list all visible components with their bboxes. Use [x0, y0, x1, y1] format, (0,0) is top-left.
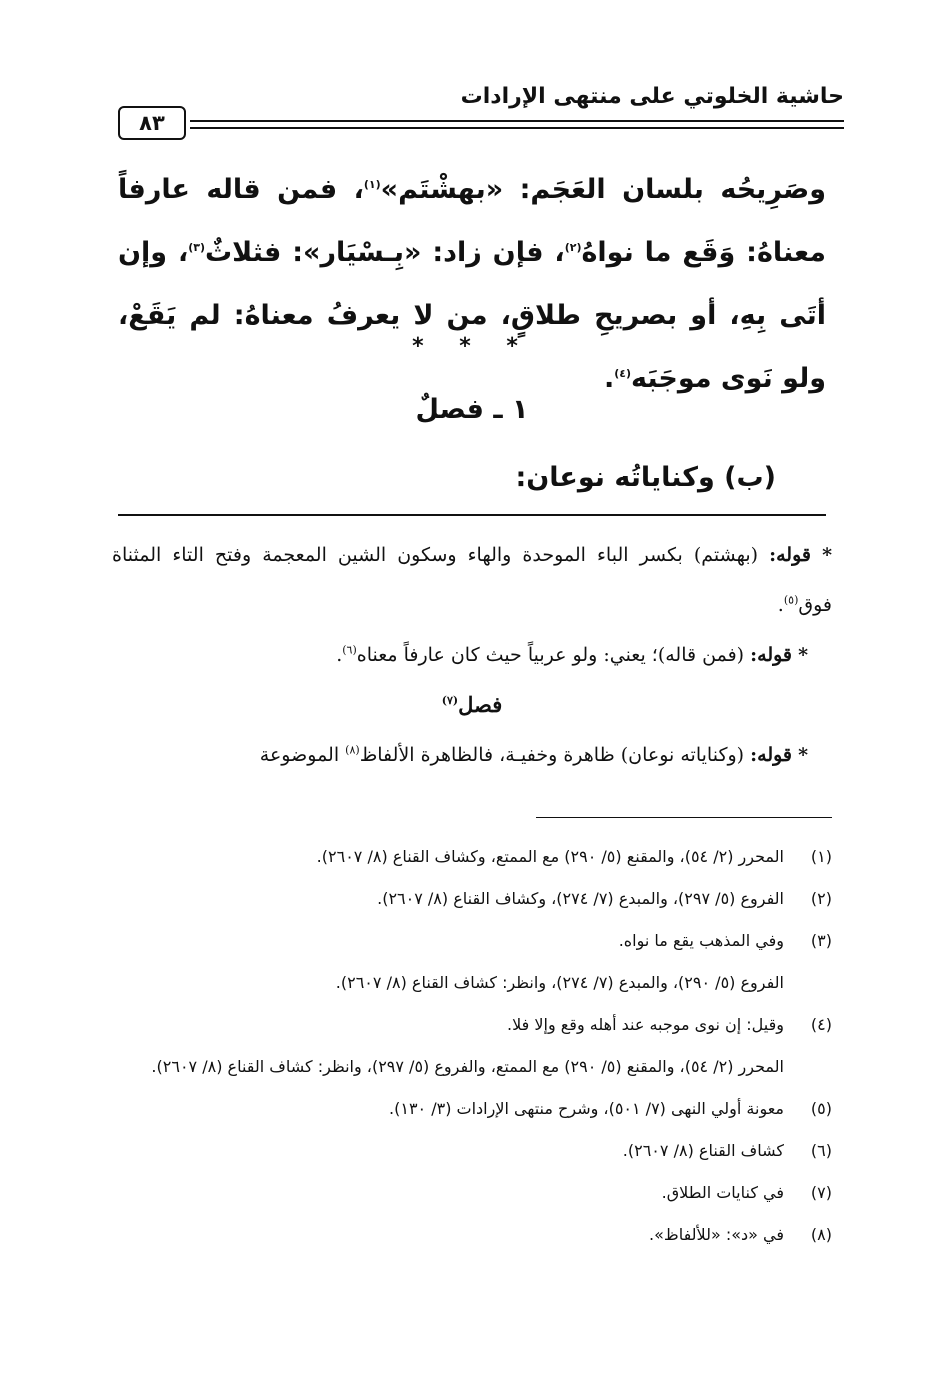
footnote	[112, 1004, 832, 1088]
footnote-number: (٧)	[810, 1183, 832, 1202]
footnote-ref: (٧)	[441, 694, 459, 707]
subheading-text: فصل	[458, 692, 503, 717]
footnote-line: في «د»: «للألفاظ».	[649, 1225, 784, 1244]
footnote-line: في كنايات الطلاق.	[661, 1183, 784, 1202]
commentary-subheading	[112, 680, 832, 730]
footnote-ref: (٨)	[345, 743, 360, 757]
star-bullet-icon: *	[798, 744, 808, 766]
matn-text: ، وإن أتَى بِهِ، أو بصريحِ طلاقٍ، من لا يعرفُ معناهُ: لم يَقَعْ، ولو نَوى موجَبَه	[118, 237, 826, 394]
matn-text: وصَرِيحُه بلسان العَجَم: «بهشْتَم»	[380, 174, 826, 205]
footnote	[112, 878, 832, 920]
footnote-line: كشاف القناع (٨/ ٢٦٠٧).	[622, 1141, 784, 1160]
matn-text: ، فإن زاد: «بِـسْيَار»: فثلاثٌ	[205, 237, 565, 268]
footnote-number: (٥)	[810, 1099, 832, 1118]
matn-text: .	[603, 363, 615, 394]
footnote-ref: (١)	[363, 178, 381, 191]
footnote-number: (٤)	[810, 1015, 832, 1034]
footnote-number: (٦)	[810, 1141, 832, 1160]
footnote-ref: (٣)	[188, 241, 206, 254]
matn-commentary-divider	[118, 514, 826, 516]
footnote-ref: (٢)	[564, 241, 582, 254]
footnote	[112, 836, 832, 878]
footnote-number: (٨)	[810, 1225, 832, 1244]
footnote-ref: (٤)	[614, 367, 632, 380]
matn-paragraph	[118, 158, 826, 410]
commentary-entry	[112, 530, 832, 630]
footnote-line: المحرر (٢/ ٥٤)، والمقنع (٥/ ٢٩٠) مع الممتع، والفروع (٥/ ٢٩٧)، وانظر: كشاف القناع (٨/ ٢٦٠٧).	[151, 1057, 784, 1076]
footnote-line: معونة أولي النهى (٧/ ٥٠١)، وشرح منتهى الإرادات (٣/ ١٣٠).	[389, 1099, 784, 1118]
footnote-line: المحرر (٢/ ٥٤)، والمقنع (٥/ ٢٩٠) مع الممتع، وكشاف القناع (٨/ ٢٦٠٧).	[316, 847, 784, 866]
star-bullet-icon: *	[822, 544, 832, 566]
section-title: ١ ـ فصلٌ	[415, 394, 529, 425]
section-separator-stars: * * *	[412, 334, 532, 359]
commentary-text: (بهشتم) بكسر الباء الموحدة والهاء وسكون الشين المعجمة وفتح التاء المثناة فوق	[112, 544, 832, 616]
commentary-text-end: .	[336, 644, 343, 666]
footnote-ref: (٥)	[783, 593, 799, 607]
footnote	[112, 1214, 832, 1256]
footnote	[112, 1088, 832, 1130]
commentary	[112, 530, 832, 780]
footnote	[112, 1130, 832, 1172]
page-number: ٨٣	[118, 106, 186, 140]
footnote-ref: (٦)	[342, 643, 357, 657]
footnote-rule	[536, 817, 832, 818]
page-header	[118, 84, 844, 144]
footnote-line: الفروع (٥/ ٢٩٠)، والمبدع (٧/ ٢٧٤)، وانظر: كشاف القناع (٨/ ٢٦٠٧).	[335, 973, 784, 992]
commentary-label: قوله:	[750, 644, 793, 666]
matn-line: (ب) وكناياتُه نوعان:	[515, 462, 776, 493]
star-bullet-icon: *	[798, 644, 808, 666]
footnote	[112, 920, 832, 1004]
commentary-text: (فمن قاله)؛ يعني: ولو عربياً حيث كان عارفاً معناه	[356, 644, 751, 666]
footnote-number: (١)	[810, 847, 832, 866]
footnotes	[112, 836, 832, 1256]
commentary-text-end: .	[777, 594, 784, 616]
commentary-entry	[112, 630, 832, 680]
footnote	[112, 1172, 832, 1214]
commentary-entry	[112, 730, 832, 780]
header-rule	[190, 120, 844, 129]
matn-text: ، فمن قاله عارفاً معناهُ: وَقَع ما نواهُ	[118, 174, 826, 268]
commentary-label: قوله:	[769, 544, 811, 566]
footnote-line: وقيل: إن نوى موجبه عند أهله وقع وإلا فلا.	[507, 1015, 784, 1034]
footnote-line: الفروع (٥/ ٢٩٧)، والمبدع (٧/ ٢٧٤)، وكشاف القناع (٨/ ٢٦٠٧).	[377, 889, 784, 908]
footnote-number: (٢)	[810, 889, 832, 908]
footnote-number: (٣)	[810, 931, 832, 950]
running-title: حاشية الخلوتي على منتهى الإرادات	[460, 84, 844, 109]
footnote-line: وفي المذهب يقع ما نواه.	[618, 931, 784, 950]
commentary-text: (وكناياته نوعان) ظاهرة وخفيـة، فالظاهرة الألفاظ	[359, 744, 751, 766]
commentary-text-end: الموضوعة	[259, 744, 346, 766]
commentary-label: قوله:	[750, 744, 793, 766]
